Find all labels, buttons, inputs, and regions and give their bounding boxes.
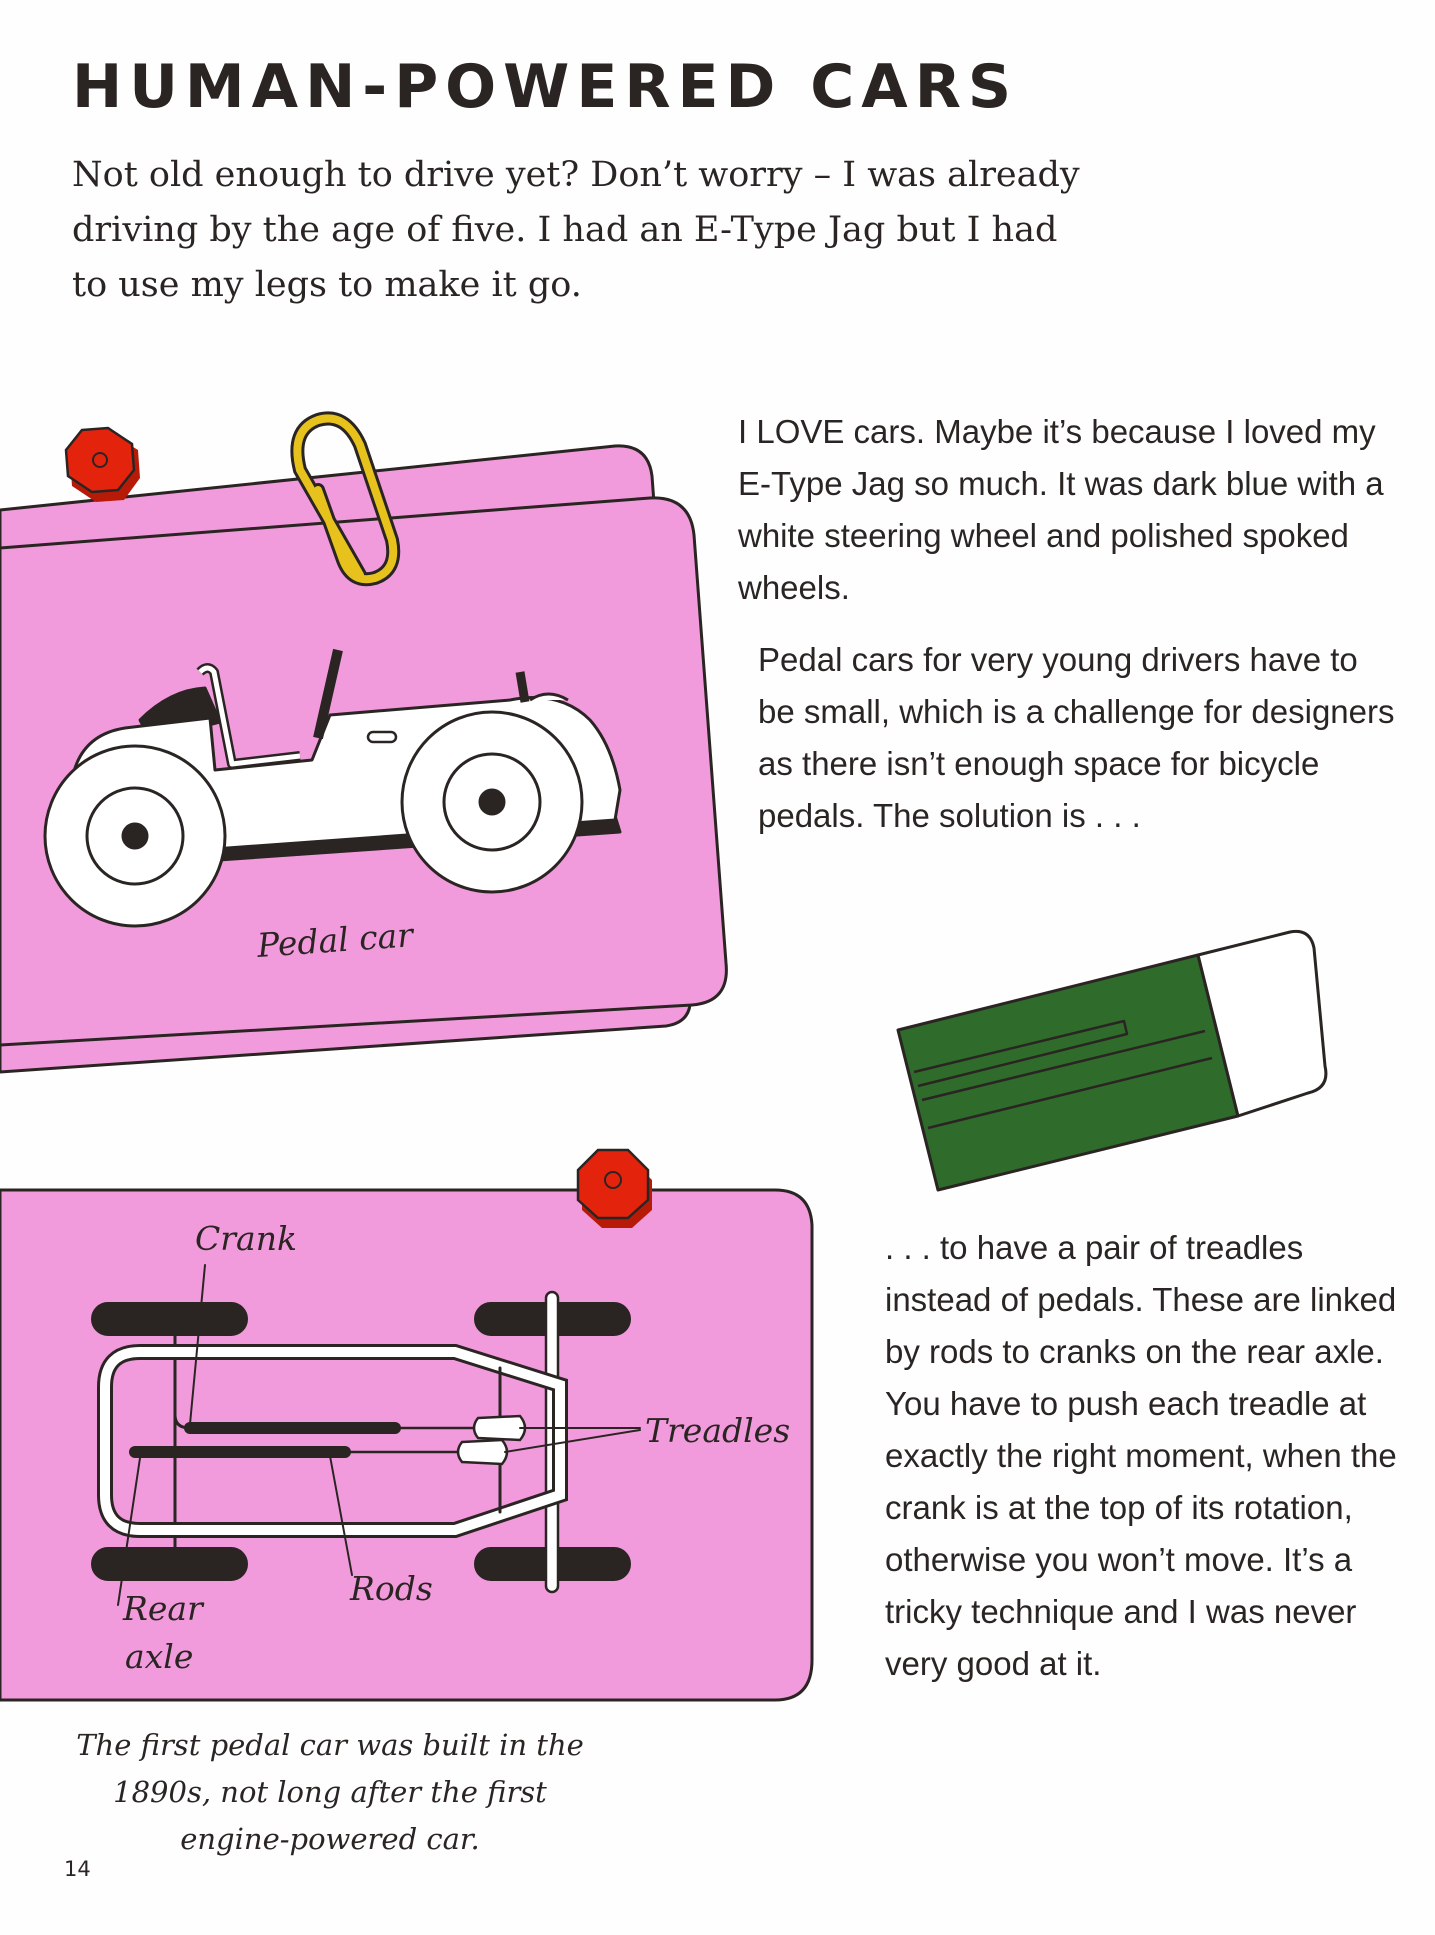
- pedal-car-label: Pedal car: [255, 915, 415, 965]
- treadle-diagram-card: [0, 1150, 812, 1700]
- red-pin-icon-2: [578, 1150, 652, 1228]
- rear-axle-label-line1: Rear: [123, 1589, 203, 1628]
- front-wheel: [45, 746, 225, 926]
- intro-paragraph: Not old enough to drive yet? Don’t worry – I was already driving by the age of five. I had an E-Type Jag but I had to use my legs to make it go.: [72, 155, 1080, 305]
- paragraph-pedal-cars: Pedal cars for very young drivers have to be small, which is a challenge for designers as there isn’t enough space for bicycle pedals. The solution is . . .: [758, 641, 1395, 834]
- treadles-label: Treadles: [645, 1411, 791, 1450]
- rods-label: Rods: [350, 1569, 433, 1608]
- paragraph-treadles: . . . to have a pair of treadles instead of pedals. These are linked by rods to cranks on the rear axle. You have to push each treadle at exactly the right moment, when the crank is at the top of its rotation, otherwise you won’t move. It’s a tricky technique and I was never very good at it.: [885, 1229, 1397, 1682]
- page-number: 14: [64, 1857, 91, 1881]
- rear-axle-label-line2: axle: [125, 1637, 194, 1676]
- paragraph-love-cars: I LOVE cars. Maybe it’s because I loved my E-Type Jag so much. It was dark blue with a white steering wheel and polished spoked wheels.: [738, 413, 1384, 606]
- eraser-icon: [898, 931, 1326, 1190]
- crank-label: Crank: [195, 1219, 297, 1258]
- page-title: HUMAN-POWERED CARS: [72, 52, 1019, 122]
- red-pin-icon: [66, 428, 140, 502]
- rear-wheel: [402, 712, 582, 892]
- figure-caption: The first pedal car was built in the 1890s, not long after the first engine-powered car.: [76, 1728, 584, 1856]
- pedal-car-card: [0, 418, 726, 1072]
